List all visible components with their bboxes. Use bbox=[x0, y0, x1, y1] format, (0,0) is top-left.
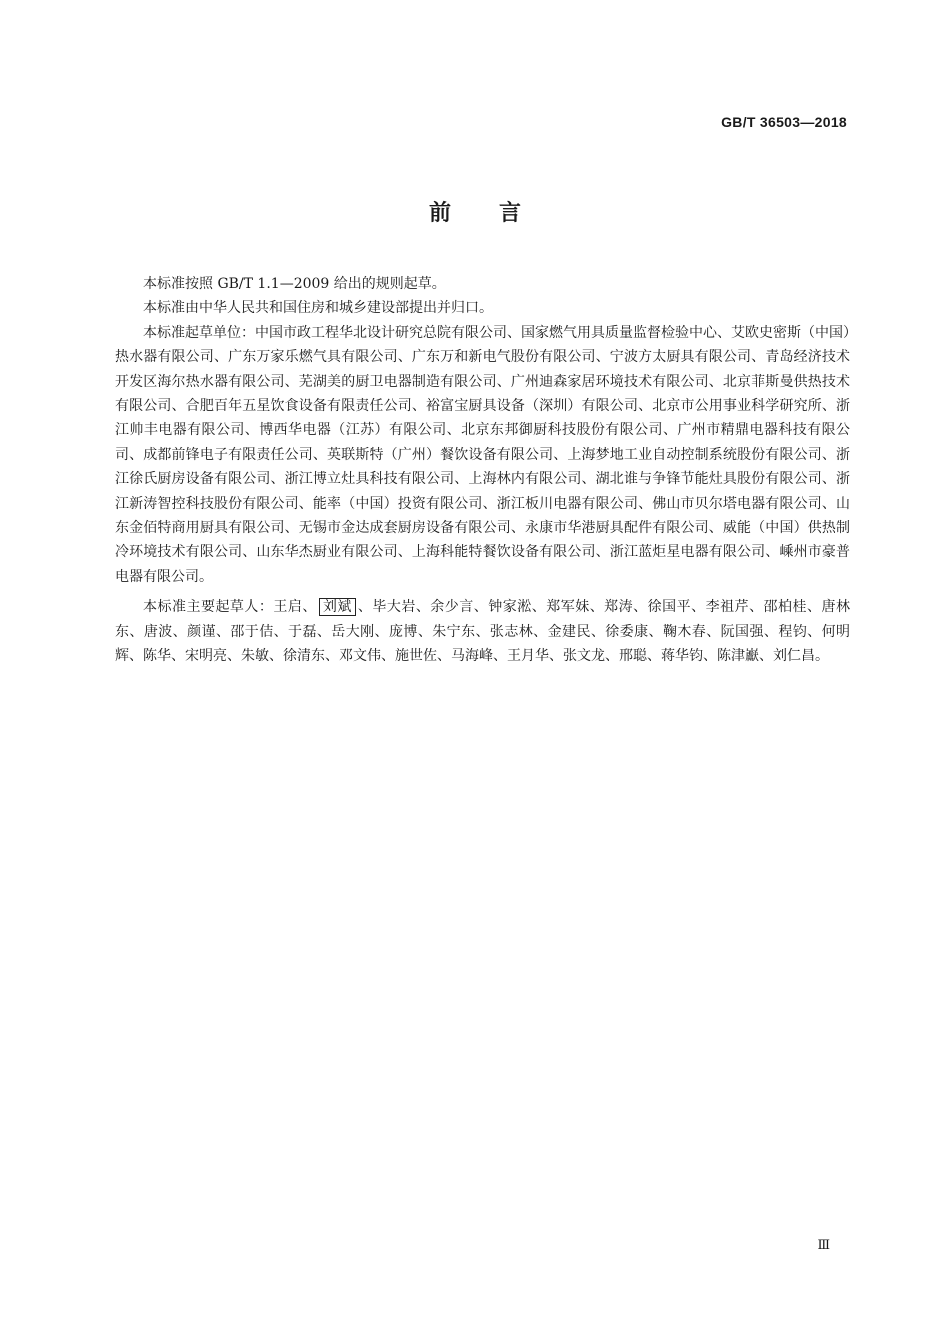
page-title: 前言 bbox=[428, 201, 569, 226]
paragraph-drafting-rules: 本标准按照 GB/T 1.1—2009 给出的规则起草。 bbox=[143, 276, 446, 292]
boxed-name: 刘斌 bbox=[319, 598, 356, 616]
standard-code: GB/T 36503—2018 bbox=[721, 114, 847, 130]
drafters-prefix: 本标准主要起草人：王启、 bbox=[143, 599, 317, 616]
paragraph-drafters bbox=[115, 595, 850, 668]
paragraph-drafting-units: 本标准起草单位：中国市政工程华北设计研究总院有限公司、国家燃气用具质量监督检验中心、艾欧史密斯（中国）热水器有限公司、广东万家乐燃气具有限公司、广东万和新电气股份有限公司、宁波方太厨具有限公司、青岛经济技术开发区海尔热水器有限公司、芜湖美的厨卫电器制造有限公司、广州迪森家居环境技术有限公司、北京菲斯曼供热技术有限公司、合肥百年五星饮食设备有限责任公司、裕富宝厨具设备（深圳）有限公司、北京市公用事业科学研究所、浙江帅丰电器有限公司、博西华电器（江苏）有限公司、北京东邦御厨科技股份有限公司、广州市精鼎电器科技有限公司、成都前锋电子有限责任公司、英联斯特（广州）餐饮设备有限公司、上海梦地工业自动控制系统股份有限公司、浙江徐氏厨房设备有限公司、浙江博立灶具科技有限公司、上海林内有限公司、湖北谁与争锋节能灶具股份有限公司、浙江新涛智控科技股份有限公司、能率（中国）投资有限公司、浙江板川电器有限公司、佛山市贝尔塔电器有限公司、山东金佰特商用厨具有限公司、无锡市金达成套厨房设备有限公司、永康市华港厨具配件有限公司、威能（中国）供热制冷环境技术有限公司、山东华杰厨业有限公司、上海科能特餐饮设备有限公司、浙江蓝炬星电器有限公司、嵊州市豪普电器有限公司。 bbox=[115, 324, 850, 585]
document-body bbox=[115, 272, 850, 669]
paragraph-proposer: 本标准由中华人民共和国住房和城乡建设部提出并归口。 bbox=[143, 300, 493, 317]
page-number: Ⅲ bbox=[817, 1238, 830, 1253]
drafters-rest: 、毕大岩、余少言、钟家淞、郑军妹、郑涛、徐国平、李祖芹、邵柏桂、唐林东、唐波、颜谨、邵于佶、于磊、岳大刚、庞博、朱宁东、张志林、金建民、徐委康、鞠木春、阮国强、程钧、何明辉、陈华、宋明亮、朱敏、徐清东、邓文伟、施世佐、马海峰、王月华、张文龙、邢聪、蒋华钧、陈津巚、刘仁昌。 bbox=[115, 599, 851, 665]
